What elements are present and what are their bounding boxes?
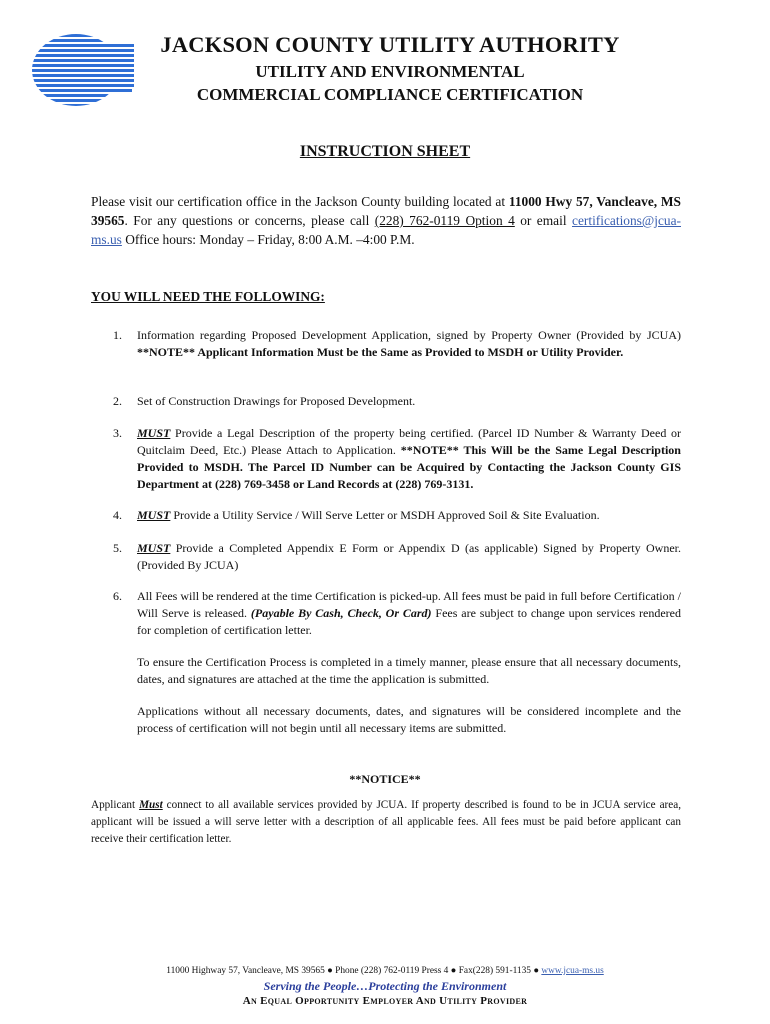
- office-address: 11000 Hwy 57, Vancleave, MS 39565: [91, 194, 681, 228]
- item-number: 3.: [113, 426, 122, 440]
- subtitle-line-1: UTILITY AND ENVIRONMENTAL: [255, 62, 525, 81]
- notice-body: [91, 797, 681, 848]
- requirements-heading: YOU WILL NEED THE FOLLOWING:: [91, 289, 325, 304]
- item-note: **NOTE** This Will be the Same Legal Description Provided to MSDH. The Parcel ID Number can be Acquired by Contacting the Jackson County GIS Department at (228) 769-3458 or Land Records at (228) 769-3131.: [137, 443, 681, 491]
- requirement-item-3: [113, 425, 681, 493]
- notice-title: **NOTICE**: [349, 772, 421, 786]
- item-text: All Fees will be rendered at the time Certification is picked-up. All fees must be paid in full before Certification / Will Serve is released.: [137, 589, 681, 620]
- must-emphasis: MUST: [137, 541, 171, 555]
- website-link[interactable]: www.jcua-ms.us: [541, 966, 604, 976]
- office-hours: Office hours: Monday – Friday, 8:00 A.M. –4:00 P.M.: [121, 232, 415, 247]
- incomplete-applications-paragraph: Applications without all necessary documents, dates, and signatures will be considered incomplete and the process of certification will not begin until all necessary items are submitted.: [137, 704, 681, 735]
- footer-slogan: Serving the People…Protecting the Environment: [263, 979, 507, 993]
- intro-text: or email: [514, 213, 572, 228]
- requirement-item-6: [113, 588, 681, 639]
- requirement-item-5: [113, 540, 681, 574]
- must-emphasis: MUST: [137, 508, 171, 522]
- footer-contact-line: [0, 966, 770, 976]
- payment-methods: (Payable By Cash, Check, Or Card): [250, 606, 432, 620]
- item-text: Fees are subject to change upon services rendered for completion of certification letter.: [137, 606, 681, 637]
- phone-number: (228) 762-0119 Option 4: [374, 213, 515, 228]
- notice-text: connect to all available services provided by JCUA. If property described is found to be in JCUA service area, applicant will be issued a will serve letter with a description of all applicable fees. All fees must be paid before applicant can receive their certification letter.: [91, 799, 681, 845]
- item-text: Information regarding Proposed Development Application, signed by Property Owner (Provided by JCUA): [137, 328, 681, 342]
- footer-address: 11000 Highway 57, Vancleave, MS 39565 ● Phone (228) 762-0119 Press 4 ● Fax(228) 591-1135 ●: [166, 966, 542, 976]
- jcua-logo: [30, 32, 136, 108]
- subtitle-line-2: COMMERCIAL COMPLIANCE CERTIFICATION: [196, 85, 584, 104]
- item-text: Provide a Completed Appendix E Form or Appendix D (as applicable) Signed by Property Owner. (Provided By JCUA): [137, 541, 681, 572]
- email-link[interactable]: certifications@jcua-ms.us: [91, 213, 681, 247]
- instruction-sheet-title: INSTRUCTION SHEET: [299, 143, 471, 160]
- intro-text: Please visit our certification office in the Jackson County building located at: [91, 194, 509, 209]
- item-number: 6.: [113, 589, 122, 603]
- item-text: Provide a Legal Description of the property being certified. (Parcel ID Number & Warranty Deed or Quitclaim Deed, Etc.) Please Attach to Application.: [137, 426, 681, 457]
- timely-processing-paragraph: To ensure the Certification Process is completed in a timely manner, please ensure that all necessary documents, dates, and signatures are attached at the time the application is submitted.: [137, 655, 681, 686]
- item-text: Set of Construction Drawings for Proposed Development.: [137, 394, 416, 408]
- requirement-item-1: [113, 327, 681, 361]
- item-number: 5.: [113, 541, 122, 555]
- item-note: **NOTE** Applicant Information Must be the Same as Provided to MSDH or Utility Provider.: [137, 345, 624, 359]
- org-name: JACKSON COUNTY UTILITY AUTHORITY: [160, 32, 620, 57]
- must-emphasis: Must: [139, 799, 163, 811]
- requirement-item-2: [113, 393, 681, 410]
- intro-paragraph: [91, 192, 681, 249]
- item-number: 1.: [113, 328, 122, 342]
- requirement-item-4: [113, 507, 681, 524]
- notice-text: Applicant: [91, 799, 140, 811]
- must-emphasis: MUST: [137, 426, 171, 440]
- intro-text: . For any questions or concerns, please call: [124, 213, 375, 228]
- item-text: Provide a Utility Service / Will Serve Letter or MSDH Approved Soil & Site Evaluation.: [170, 508, 600, 522]
- item-number: 4.: [113, 508, 122, 522]
- equal-opportunity-statement: An Equal Opportunity Employer And Utility Provider: [242, 995, 528, 1007]
- item-number: 2.: [113, 394, 122, 408]
